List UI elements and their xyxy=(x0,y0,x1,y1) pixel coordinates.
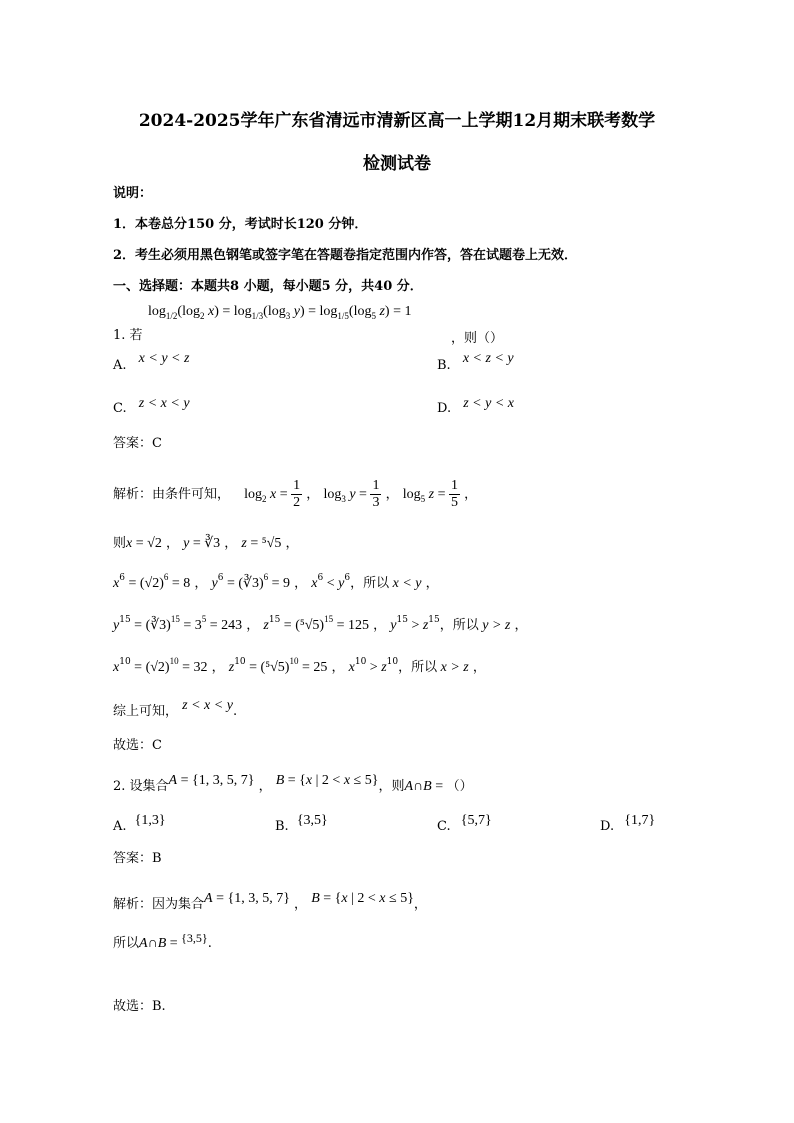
q2-analysis-line2: 所以A∩B = {3,5}. xyxy=(113,931,212,951)
q1-option-d xyxy=(437,396,515,417)
q2-prefix: 2. 设集合 xyxy=(113,779,169,794)
page-title-line1: 2024-2025学年广东省清远市清新区高一上学期12月期末联考数学 xyxy=(138,111,656,131)
q1-analysis-line4: $y^{15}$ = (∛3)$^{15}$ = $3^5 = 243$ ， $z^{15} = (^5√5)^{15} = 125$ ， $y^{15} > z^{15}$，所以 y > z ， xyxy=(113,614,528,633)
q2-option-d-label: D. xyxy=(600,819,615,834)
q2-choose: 故选：B. xyxy=(113,999,166,1014)
q1-option-d-math: z < y < x xyxy=(463,396,515,411)
q1-so-2: ，所以 xyxy=(439,618,479,633)
q2-option-c xyxy=(437,813,492,835)
q2-blank: （） xyxy=(446,779,473,794)
q1-option-a-math: x < y < z xyxy=(138,351,190,366)
q2-question: 2. 设集合A = {1, 3, 5, 7} ， B = {x | 2 < x ≤ 5}，则A∩B = （） xyxy=(113,773,473,794)
q2-analysis-line1: 解析：因为集合A = {1, 3, 5, 7} ， B = {x | 2 < x ≤ 5}， xyxy=(113,891,427,912)
page-title-line2: 检测试卷 xyxy=(363,154,431,174)
q1-option-d-label: D. xyxy=(437,401,452,416)
q1-analysis-line5: $x^{10} = (√2)^{10} = 32$ ， $z^{10} = (^5√5)^{10} = 25$ ， $x^{10} > z^{10}$，所以 x > z ， xyxy=(113,656,486,675)
q1-condition-formula: $\log_{1/2}(\log_2$ $x) = \log_{1/3}(\log_3$ $y) = \log_{1/5}(\log_5$ z) = 1 xyxy=(148,304,412,321)
note-2: 2．考生必须用黑色钢笔或签字笔在答题卷指定范围内作答，答在试题卷上无效． xyxy=(113,248,578,263)
q1-then: 则 xyxy=(113,536,127,551)
q1-analysis-line2: 则x = √2 ， y = ∛3 ， z = ⁵√5 ， xyxy=(113,536,299,551)
q2-option-a-label: A. xyxy=(113,819,127,834)
q1-option-a xyxy=(113,351,190,374)
q1-analysis-line3: $x^6 = (√2)^6 = 8$ ， $y^6$ = (∛3)$^6$ = 9 ， $x^6 < y^6$，所以 x < y ， xyxy=(113,572,439,591)
q1-option-c xyxy=(113,396,190,417)
q2-option-a-math: {1,3} xyxy=(134,813,166,828)
q2-option-d-math: {1,7} xyxy=(624,813,656,828)
q1-summary-label: 综上可知， xyxy=(113,704,179,719)
q2-option-b-math: {3,5} xyxy=(296,813,328,828)
q2-option-b xyxy=(275,813,328,835)
notes-label: 说明： xyxy=(113,186,153,201)
q2-answer: 答案：B xyxy=(113,851,162,866)
q2-option-c-label: C. xyxy=(437,819,451,834)
q1-summary: 综上可知， z < x < y. xyxy=(113,698,238,719)
q1-option-c-math: z < x < y xyxy=(138,396,190,411)
q2-option-d xyxy=(600,813,656,835)
note-1: 1．本卷总分150 分，考试时长120 分钟． xyxy=(113,217,368,232)
q1-option-b-label: B. xyxy=(437,358,451,373)
q1-option-c-label: C. xyxy=(113,401,127,416)
q1-analysis-line1: 解析：由条件可知， $\log_2 x$ = $\frac{1}{2}$ ， $\log_3 y$ = $\frac{1}{3}$ ， $\log_5 z$ = $\frac{1}{5}$ ， xyxy=(113,478,478,511)
q1-so-3: ，所以 xyxy=(398,660,438,675)
q1-so-1: ，所以 xyxy=(350,576,390,591)
q1-analysis-prefix: 解析：由条件可知， xyxy=(113,487,231,502)
q2-analysis-prefix: 解析：因为集合 xyxy=(113,897,205,912)
q2-option-a xyxy=(113,813,166,835)
section-1-heading: 一、选择题：本题共8 小题，每小题5 分，共40 分． xyxy=(113,279,423,294)
q2-so: 所以 xyxy=(113,936,140,951)
q1-suffix: ，则（） xyxy=(451,331,504,346)
q1-prefix: 1. 若 xyxy=(113,328,143,343)
q2-result: {3,5} xyxy=(181,931,208,945)
q1-option-b xyxy=(437,351,514,374)
q1-option-b-math: x < z < y xyxy=(462,351,514,366)
q1-choose: 故选：C xyxy=(113,738,162,753)
q1-answer: 答案：C xyxy=(113,436,162,451)
q2-option-b-label: B. xyxy=(275,819,289,834)
q1-option-a-label: A. xyxy=(113,358,127,373)
q2-then: ，则 xyxy=(378,779,405,794)
q2-option-c-math: {5,7} xyxy=(460,813,492,828)
